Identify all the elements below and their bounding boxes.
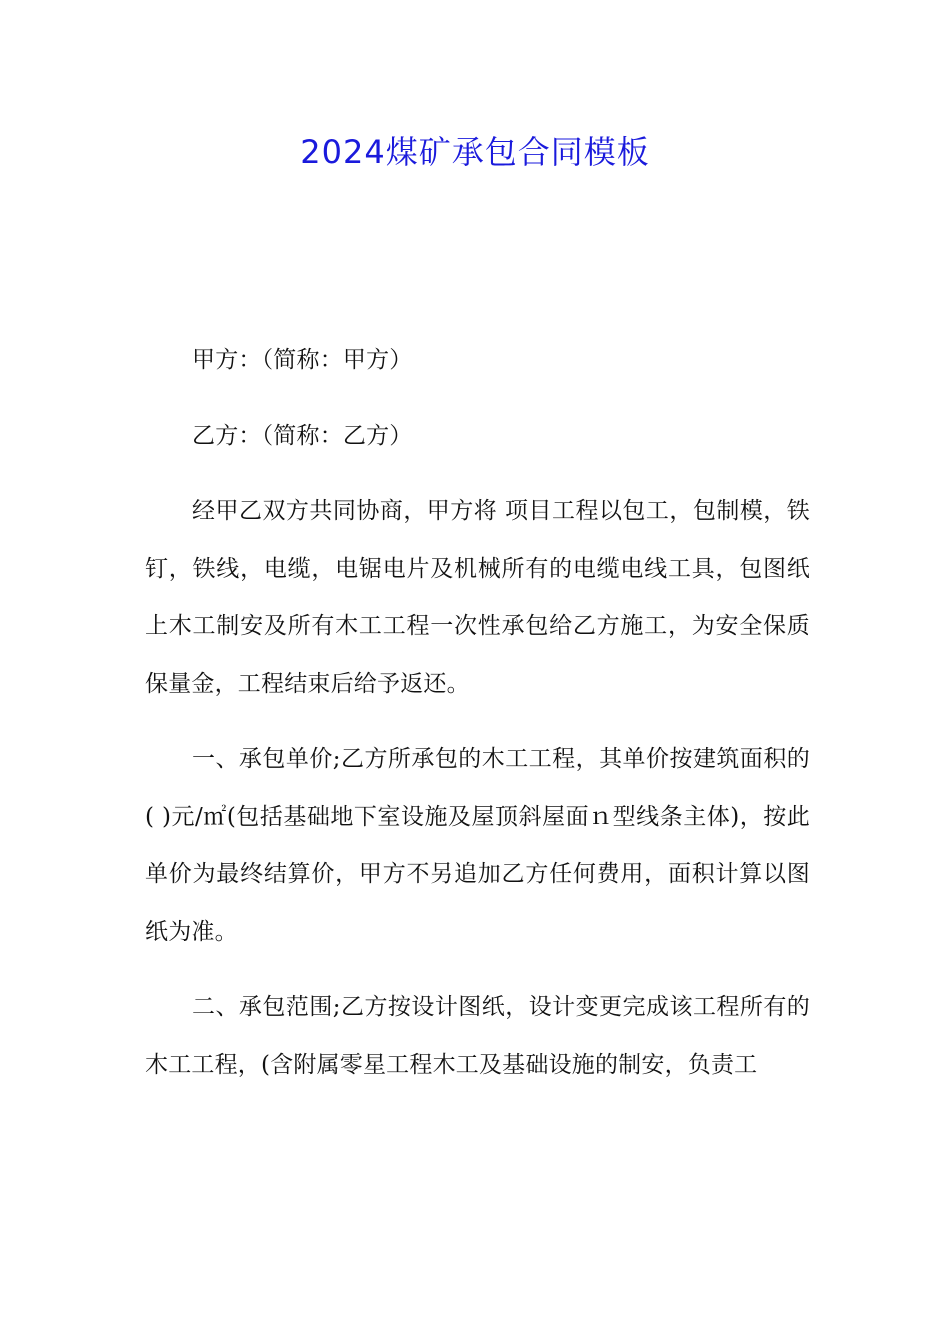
party-b-line: 乙方：（简称：乙方） xyxy=(192,422,413,449)
document-title: 2024煤矿承包合同模板 xyxy=(300,133,650,171)
intro-paragraph: 经甲乙双方共同协商，甲方将 项目工程以包工，包制模，铁钉，铁线，电缆，电锯电片及机械所有的电缆电线工具，包图纸上木工制安及所有木工工程一次性承包给乙方施工，为安全保质保量金，工程结束后给予返还。 xyxy=(145,498,810,697)
document-body xyxy=(145,332,810,1112)
clause-1-paragraph: 一、承包单价;乙方所承包的木工工程，其单价按建筑面积的( )元/㎡(包括基础地下室设施及屋顶斜屋面ｎ型线条主体)，按此单价为最终结算价，甲方不另追加乙方任何费用，面积计算以图纸为准。 xyxy=(145,746,810,945)
party-a-line: 甲方：（简称：甲方） xyxy=(192,347,413,373)
clause-2-paragraph: 二、承包范围;乙方按设计图纸，设计变更完成该工程所有的木工工程，(含附属零星工程木工及基础设施的制安，负责工 xyxy=(145,994,810,1078)
